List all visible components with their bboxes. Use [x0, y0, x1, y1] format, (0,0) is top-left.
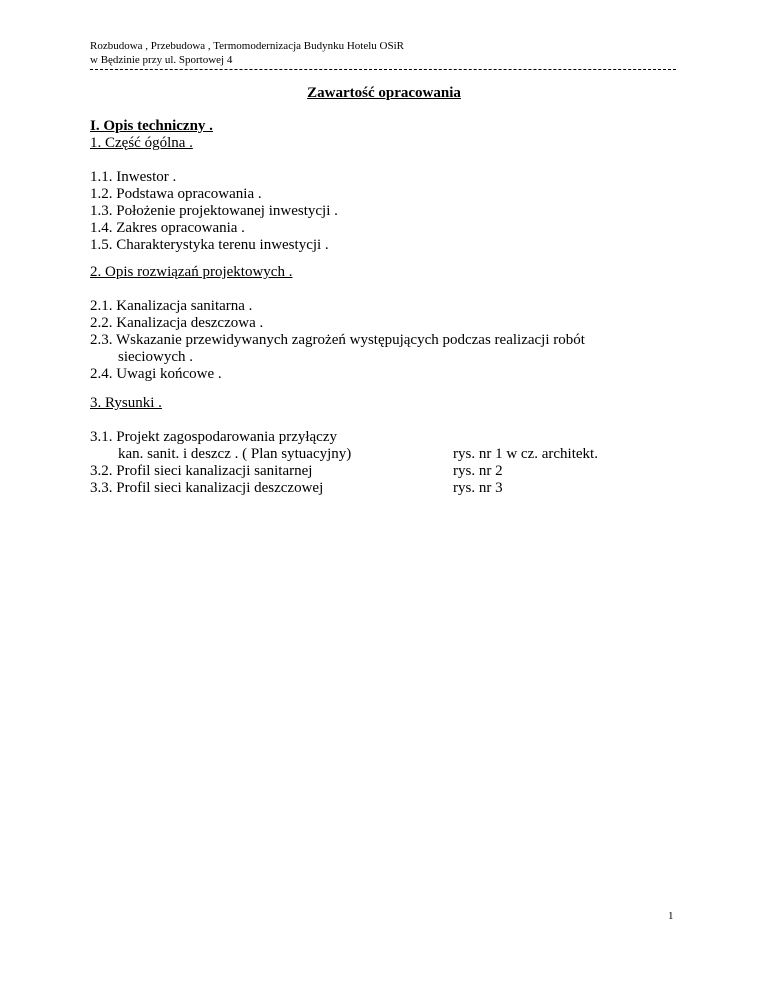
header-project-title: Rozbudowa , Przebudowa , Termomodernizacja Budynku Hotelu OSiR	[90, 40, 404, 52]
page-title: Zawartość opracowania	[307, 85, 461, 101]
toc-item: 2.3. Wskazanie przewidywanych zagrożeń występujących podczas realizacji robót	[90, 332, 585, 348]
toc-item: 1.1. Inwestor .	[90, 169, 177, 185]
header-location: w Będzinie przy ul. Sportowej 4	[90, 54, 233, 66]
drawing-item: 3.3. Profil sieci kanalizacji deszczowej	[90, 480, 324, 496]
toc-item: 1.3. Położenie projektowanej inwestycji .	[90, 203, 338, 219]
header-divider	[90, 69, 676, 70]
page-number: 1	[668, 910, 674, 922]
toc-item: 2.2. Kanalizacja deszczowa .	[90, 315, 264, 331]
toc-item: 1.4. Zakres opracowania .	[90, 220, 245, 236]
toc-item: 1.5. Charakterystyka terenu inwestycji .	[90, 237, 329, 253]
drawing-ref: rys. nr 1 w cz. architekt.	[453, 446, 598, 462]
drawing-ref: rys. nr 3	[453, 480, 503, 496]
section3-heading: 3. Rysunki .	[90, 395, 162, 411]
drawing-item: 3.1. Projekt zagospodarowania przyłączy	[90, 429, 337, 445]
toc-item: 2.4. Uwagi końcowe .	[90, 366, 222, 382]
toc-item: 2.1. Kanalizacja sanitarna .	[90, 298, 253, 314]
drawing-ref: rys. nr 2	[453, 463, 503, 479]
drawing-item-continuation: kan. sanit. i deszcz . ( Plan sytuacyjny)	[118, 446, 352, 462]
toc-item: 1.2. Podstawa opracowania .	[90, 186, 262, 202]
drawing-item: 3.2. Profil sieci kanalizacji sanitarnej	[90, 463, 313, 479]
section1-heading: I. Opis techniczny .	[90, 118, 213, 134]
section1-subheading: 1. Część ógólna .	[90, 135, 193, 151]
toc-item-continuation: sieciowych .	[118, 349, 193, 365]
section2-heading: 2. Opis rozwiązań projektowych .	[90, 264, 293, 280]
